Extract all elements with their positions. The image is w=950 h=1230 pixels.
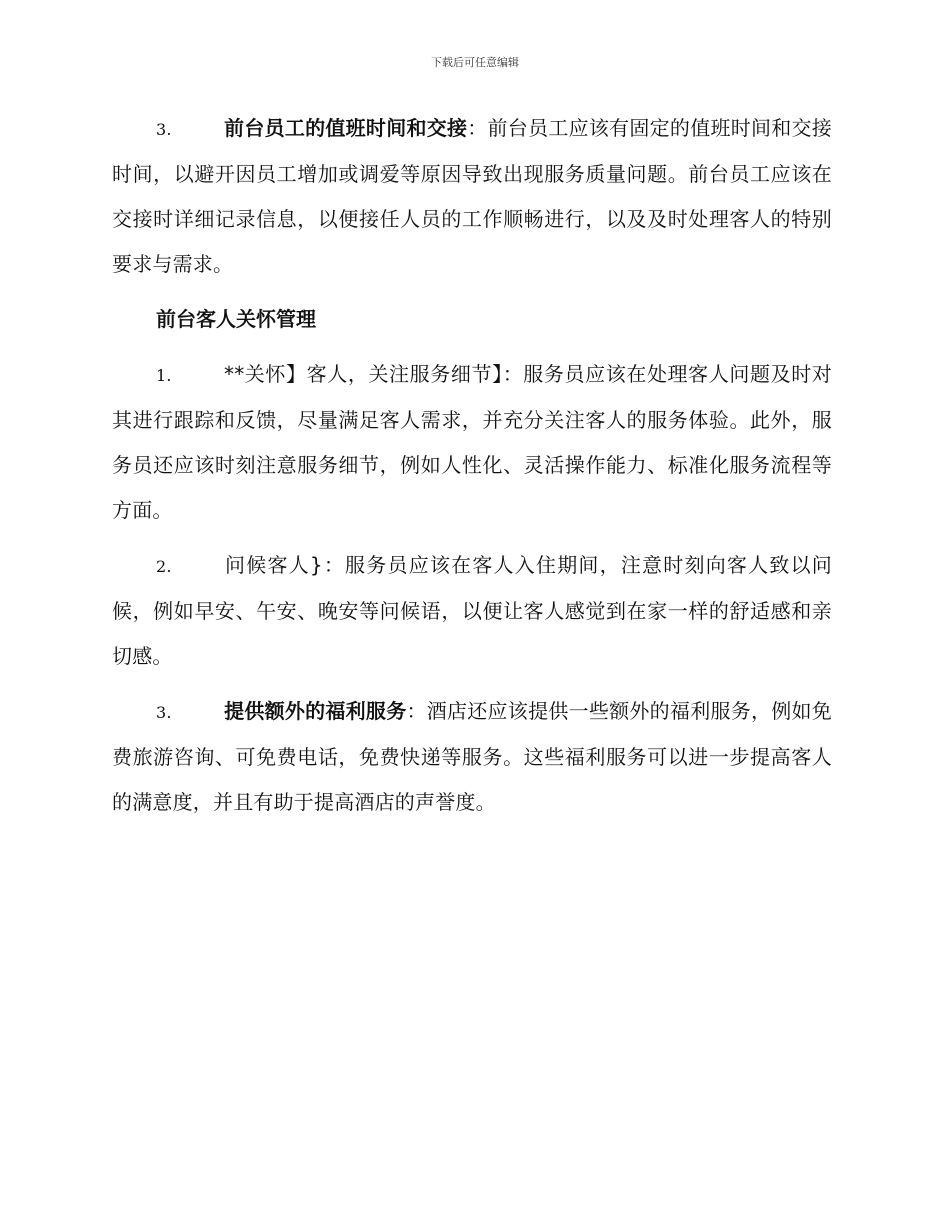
list-number: 2. bbox=[156, 557, 172, 576]
list-item-title: 提供额外的福利服务 bbox=[224, 699, 407, 723]
header-note: 下载后可任意编辑 bbox=[431, 56, 519, 69]
paragraph-title: 前台员工的值班时间和交接 bbox=[224, 116, 468, 140]
list-number: 3. bbox=[156, 120, 172, 139]
list-item-care bbox=[112, 352, 832, 533]
list-item-benefits bbox=[112, 689, 832, 825]
list-number: 3. bbox=[156, 703, 172, 722]
document-content bbox=[112, 106, 832, 835]
list-item-body: ：服务员应该在客人入住期间，注意时刻向客人致以问候，例如早安、午安、晚安等问候语，以便让客人感觉到在家一样的舒适感和亲切感。 bbox=[112, 553, 832, 668]
section-heading: 前台客人关怀管理 bbox=[156, 307, 316, 331]
paragraph-shift-handover bbox=[112, 106, 832, 287]
list-item-title: 问候客人} bbox=[224, 553, 323, 577]
list-item-greeting bbox=[112, 543, 832, 679]
paragraph-body: ：前台员工应该有固定的值班时间和交接时间，以避开因员工增加或调爱等原因导致出现服务质量问题。前台员工应该在交接时详细记录信息，以便接任人员的工作顺畅进行，以及及时处理客人的特别要求与需求。 bbox=[112, 116, 832, 276]
list-item-title: **关怀】客人，关注服务细节】 bbox=[224, 362, 503, 386]
list-item-body: ：酒店还应该提供一些额外的福利服务，例如免费旅游咨询、可免费电话，免费快递等服务。这些福利服务可以进一步提高客人的满意度，并且有助于提高酒店的声誉度。 bbox=[112, 699, 832, 814]
list-number: 1. bbox=[156, 366, 172, 385]
list-item-body: ：服务员应该在处理客人问题及时对其进行跟踪和反馈，尽量满足客人需求，并充分关注客人的服务体验。此外，服务员还应该时刻注意服务细节，例如人性化、灵活操作能力、标准化服务流程等方面。 bbox=[112, 362, 833, 522]
